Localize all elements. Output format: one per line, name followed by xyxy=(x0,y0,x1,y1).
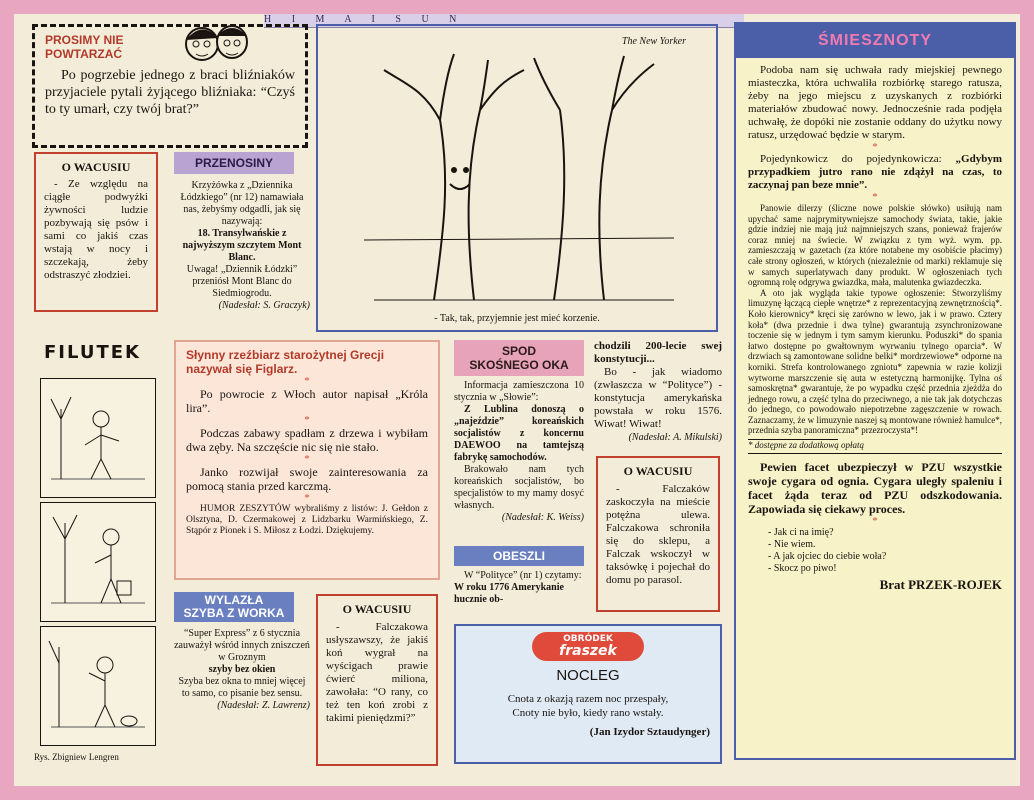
wylazla-title-2: SZYBA Z WORKA xyxy=(183,606,285,620)
star-sep: * xyxy=(872,515,878,528)
przenosiny-text1: Krzyżówka z „Dziennika Łódzkiego” (nr 12) namawiała nas, żebyśmy odgadli, jak się nazywają: xyxy=(180,180,304,227)
figlarz-joke1: Po powrocie z Włoch autor napisał „Króla lira”. xyxy=(186,387,428,415)
dialog-line: - A jak ojciec do ciebie woła? xyxy=(768,551,887,563)
konstytucja-box xyxy=(594,340,722,452)
cartoon-caption: - Tak, tak, przyjemnie jest mieć korzenie. xyxy=(434,313,600,324)
smiesznoty-p1: Podoba nam się uchwała rady miejskiej pewnego miasteczka, która uchwaliła rozbiórkę starego ratusza, żeby na jego miejscu z uzyskanych z rozbiórki materiałów zbudować nowy. Jednocześnie rada podjęła uchwałę, że dopóki nie zostanie oddany do użytku nowy ratusz, urzędować będzie w starym. xyxy=(748,64,1002,141)
smiesznoty-signature: Brat PRZEK-ROJEK xyxy=(879,577,1002,593)
wylazla-title-1: WYLAZŁA xyxy=(204,593,264,607)
przenosiny-box xyxy=(174,152,310,316)
spod-text2: Z Lublina donoszą o „najeździe” koreańskich socjalistów z koncernu DAEWOO na tamtejszą fabrykę samochodów. xyxy=(454,404,584,463)
ogrodek-logo-1: OBRÓDEK xyxy=(563,634,613,644)
cartoon-source: The New Yorker xyxy=(621,36,686,47)
obeszli-text2: W roku 1776 Amerykanie hucznie ob- xyxy=(454,582,564,605)
przenosiny-sign: (Nadesłał: S. Graczyk) xyxy=(218,300,310,311)
spod-text1: Informacja zamieszczona 10 stycznia w „Słowie”: xyxy=(454,380,584,403)
wylazla-title xyxy=(174,592,294,622)
filutek-figure xyxy=(41,503,155,621)
star-sep: * xyxy=(872,191,878,203)
smiesznoty-title: ŚMIESZNOTY xyxy=(817,32,932,49)
spod-text3: Brakowało nam tych koreańskich socjalistów, bo specjalistów to my mamy dosyć własnych. xyxy=(454,464,584,511)
obeszli-title: OBESZLI xyxy=(454,546,584,566)
smiesznoty-p2-lead: Pojedynkowicz do pojedynkowicza: xyxy=(760,153,942,165)
wacus3-text: - Falczakowa usłyszawszy, że jakiś koń wygrał na wyścigach prawie ćwierć miliona, zawołała: “O rany, co też ten koń zrobi z takimi pieniędzmi?” xyxy=(326,621,428,724)
figlarz-humor: HUMOR ZESZYTÓW wybraliśmy z listów: J. Gełdon z Olsztyna, D. Czermakowej z Lidzbarku Warmińskiego, Z. Stąpór z Pionek i S. Miłosz z Łodzi. Dziękujemy. xyxy=(186,504,428,536)
przenosiny-text3: Uwaga! „Dziennik Łódzki” przeniósł Mont Blanc do Siedmiogrodu. xyxy=(186,264,298,299)
wylazla-sign: (Nadesłał: Z. Lawrenz) xyxy=(217,700,310,711)
nocleg-box xyxy=(454,624,722,764)
dialog-line: - Skocz po piwo! xyxy=(768,563,837,575)
faces-illustration xyxy=(176,16,256,64)
figlarz-joke2: Podczas zabawy spadłam z drzewa i wybiłam dwa zęby. Na szczęście nic się nie stało. xyxy=(186,426,428,454)
figlarz-title: Słynny rzeźbiarz starożytnej Grecji nazywał się Figlarz. xyxy=(186,348,385,376)
filutek-credit: Rys. Zbigniew Lengren xyxy=(34,752,119,762)
figlarz-box xyxy=(174,340,440,580)
obeszli-box xyxy=(454,546,584,618)
prosimy-title-2: POWTARZAĆ xyxy=(45,47,123,61)
star-sep: * xyxy=(872,141,878,153)
nocleg-line1: Cnota z okazją razem noc przespały, xyxy=(507,693,669,705)
wacus3-box xyxy=(316,594,438,766)
smiesznoty-p2-bold: „Gdybym przypadkiem jutro rano nie zdążył na czas, to zaczynaj pan beze mnie”. xyxy=(748,153,1002,191)
spod-title-1: SPOD xyxy=(501,344,536,358)
dialog-line: - Jak ci na imię? xyxy=(768,527,834,539)
star-sep: * xyxy=(304,453,310,465)
nocleg-line2: Cnoty nie było, kiedy rano wstały. xyxy=(512,707,664,719)
filutek-panel xyxy=(40,626,156,746)
cartoon-box xyxy=(316,24,718,332)
star-sep: * xyxy=(304,375,310,387)
trees-illustration xyxy=(354,50,684,310)
wacus2-text: - Falczaków zaskoczyła na mieście potężna ulewa. Falczakowa schroniła się do sklepu, a Falczak wskoczył w taksówkę i pojechał do domu po parasol. xyxy=(606,483,710,586)
filutek-panel xyxy=(40,502,156,622)
filutek-logo: FILUTEK xyxy=(44,342,141,363)
filutek-figure xyxy=(41,627,155,745)
dialog-line: - Nie wiem. xyxy=(768,539,816,551)
smiesznoty-footnote: * dostępne za dodatkową opłatą xyxy=(748,440,864,451)
smiesznoty-p4: A oto jak wygląda takie typowe ogłoszenie: Stworzyliśmy limuzynę łączącą ciepłe wnętrze* z reprezentacyjną zewnętrznością*. Koło kierownicy* kręci się zarówno w lewo, jak i w prawo. Cztery koła* (dwa przednie i dwa tylne) gwarantują zsynchronizowane toczenie się w jednym i tym samym kierunku. Poduszki* do spania łatwo dostępne po gwałtownym wyrwaniu tylnego oparcia*. W drzwiach są zamontowane solidne belki* mordrzewiowe* odporne na korniki. Strefa kontrolowanego zgniotu* zapewnia w razie kolizji wytworne marszczenie się auta w estetyczną harmonijkę. Tylna oś samoskrętna* gwarantuje, że po wypadku część przednia zjeżdża do jednego rowu, a część tylna do przeciwnego, a nie tak jak dotychczas do jednego, co powodowało niepotrzebne zagęszczenie w rowach. Zaznaczamy, że w limuzynie naszej są montowane również hamulce*, przednia szyba panoramiczna* przezroczysta*! xyxy=(748,287,1002,436)
nocleg-title: NOCLEG xyxy=(556,667,620,684)
newspaper-page xyxy=(14,14,1020,786)
wacus1-box xyxy=(34,152,158,312)
prosimy-text: Po pogrzebie jednego z braci bliźniaków przyjaciele pytali żyjącego bliźniaka: “Czyś to ty umarł, czy twój brat?” xyxy=(45,68,295,117)
wacus1-text: - Ze względu na ciągłe podwyżki żywności ludzie pozbywają się psów i sami co jakiś czas wstają w nocy i szczekają, żeby odstraszyć złodziei. xyxy=(44,178,148,281)
ogrodek-logo-2: fraszek xyxy=(559,643,617,659)
wacus2-box xyxy=(596,456,720,612)
top-strip: H I M A I S U N xyxy=(264,14,744,28)
smiesznoty-box xyxy=(734,22,1016,760)
konstytucja-text: Bo - jak wiadomo (zwłaszcza w “Polityce”) - konstytucja amerykańska powstała w roku 1576. Wiwat! Wiwat! xyxy=(594,366,722,430)
ogrodek-logo xyxy=(532,632,644,661)
filutek-panel xyxy=(40,378,156,498)
wacus1-title: O WACUSIU xyxy=(61,160,131,174)
wylazla-box xyxy=(174,592,310,772)
wylazla-text3: Szyba bez okna to mniej więcej to samo, co pisanie bez sensu. xyxy=(178,676,306,699)
przenosiny-text2: 18. Transylwańskie z najwyższym szczytem Mont Blanc. xyxy=(182,228,302,263)
spod-title-2: SKOŚNEGO OKA xyxy=(469,358,569,372)
nocleg-author: (Jan Izydor Sztaudynger) xyxy=(589,726,710,738)
smiesznoty-p5: Pewien facet ubezpieczył w PZU wszystkie swoje cygara od ognia. Cygara uległy spaleniu i facet żąda teraz od PZU odszkodowania. Zapowiada się ciekawy proces. xyxy=(748,460,1002,517)
wacus2-title: O WACUSIU xyxy=(623,464,693,478)
wylazla-text2: szyby bez okien xyxy=(208,664,276,675)
przenosiny-title: PRZENOSINY xyxy=(174,152,294,174)
smiesznoty-header xyxy=(736,24,1014,58)
konstytucja-lead: chodzili 200-lecie swej konstytucji... xyxy=(594,340,722,365)
smiesznoty-p3: Panowie dilerzy (śliczne nowe polskie słówko) usiłują nam upychać same najprymitywniejsze samochody świata, takie, jakie gdzie indziej nie mają już najmniejszych szans, ponieważ frajerów coraz mniej na świecie. W związku z tym wyż. wym. pp. zamieszczają w gazetach (za które notabene my osobiście płacimy) całe strony ogłoszeń, w których (niezależnie od marki) reklamuje się w samych superlatywach dany produkt. W ogłoszeniach tych ogromną rolę odgrywa gwiazdka, mała, malutenka gwiazdeczka. xyxy=(748,203,1002,288)
prosimy-title-1: PROSIMY NIE xyxy=(45,33,124,47)
wacus3-title: O WACUSIU xyxy=(342,602,412,616)
star-sep: * xyxy=(304,492,310,504)
konstytucja-sign: (Nadesłał: A. Mikulski) xyxy=(628,432,722,443)
star-sep: * xyxy=(304,414,310,426)
prosimy-box xyxy=(32,24,308,148)
filutek-figure xyxy=(41,379,155,497)
figlarz-joke3: Janko rozwijał swoje zainteresowania za pomocą stania przed karczmą. xyxy=(186,465,428,493)
wylazla-text1: “Super Express” z 6 stycznia zauważył wśród innych zniszczeń w Groznym xyxy=(174,628,310,663)
obeszli-text1: W “Polityce” (nr 1) czytamy: xyxy=(464,570,582,581)
spod-title xyxy=(454,340,584,376)
spod-box xyxy=(454,340,584,540)
filutek-column xyxy=(34,342,158,772)
spod-sign: (Nadesłał: K. Weiss) xyxy=(501,512,584,523)
